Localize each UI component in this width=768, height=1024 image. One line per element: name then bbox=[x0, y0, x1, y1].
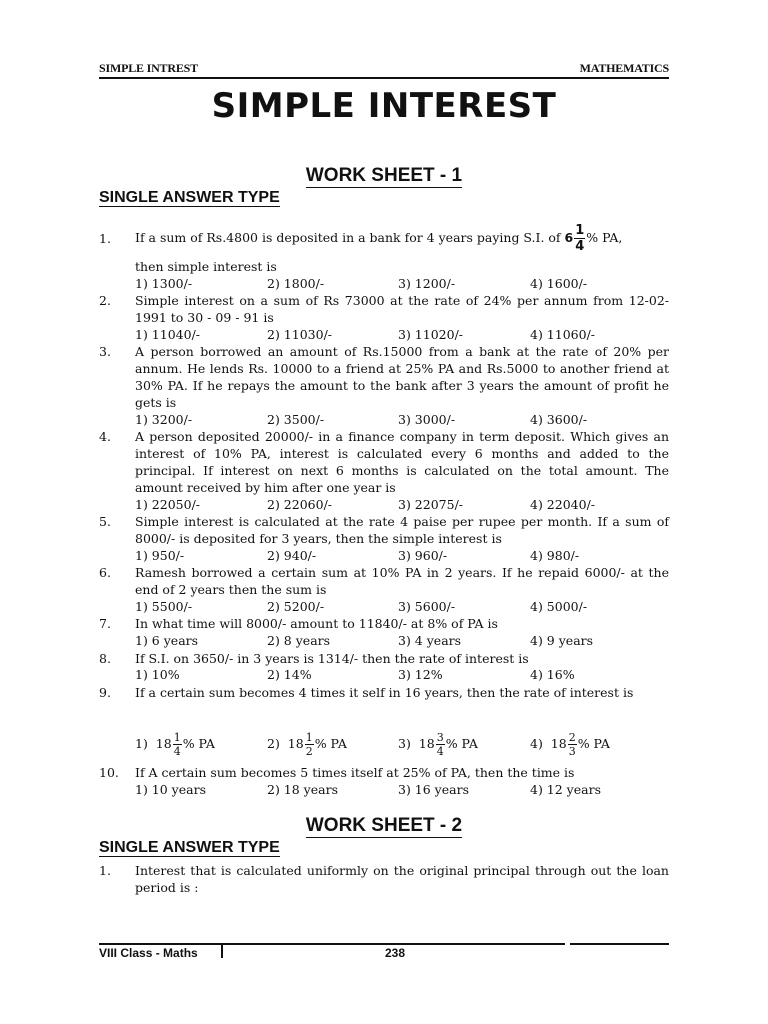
option-4: 4) 18 $\frac{2}{3}$ % PA bbox=[530, 731, 610, 758]
option-2: 2) 22060/- bbox=[267, 497, 333, 512]
question-text-continued: then simple interest is bbox=[135, 259, 277, 274]
question-text: If S.I. on 3650/- in 3 years is 1314/- then the rate of interest is bbox=[135, 651, 529, 666]
option-4: 4) 1600/- bbox=[530, 276, 588, 291]
option-1: 1) 5500/- bbox=[135, 599, 193, 614]
question-number: 1. bbox=[99, 863, 111, 878]
option-2: 2) 14% bbox=[267, 667, 312, 682]
header-rule bbox=[99, 77, 669, 79]
running-header-right: MATHEMATICS bbox=[579, 61, 669, 75]
worksheet-1-section-title: SINGLE ANSWER TYPE bbox=[99, 189, 280, 206]
option-4: 4) 11060/- bbox=[530, 327, 596, 342]
option-1: 1) 950/- bbox=[135, 548, 185, 563]
option-1: 1) 3200/- bbox=[135, 412, 193, 427]
question-number: 6. bbox=[99, 565, 111, 580]
options-row bbox=[135, 275, 669, 292]
options-row bbox=[135, 632, 669, 649]
question-number: 10. bbox=[99, 765, 119, 780]
option-3: 3) 11020/- bbox=[398, 327, 464, 342]
footer-rule-right bbox=[570, 943, 669, 945]
option-3: 3) 18 $\frac{3}{4}$ % PA bbox=[398, 731, 478, 758]
worksheet-1-title: WORK SHEET - 1 bbox=[305, 165, 463, 186]
options-row bbox=[135, 547, 669, 564]
option-3: 3) 22075/- bbox=[398, 497, 464, 512]
question-number: 7. bbox=[99, 616, 111, 631]
question-number: 3. bbox=[99, 344, 111, 359]
footer-rule bbox=[99, 943, 565, 945]
options-row bbox=[135, 496, 669, 513]
question-number: 4. bbox=[99, 429, 111, 444]
question-text: In what time will 8000/- amount to 11840/- at 8% of PA is bbox=[135, 616, 498, 631]
option-2: 2) 18 years bbox=[267, 782, 338, 797]
question-text: A person deposited 20000/- in a finance company in term deposit. Which gives an interest of 10% PA, interest is calculated every 6 months and added to the principal. If interest on next 6 months is calculated on the total amount. The amount received by him after one year is bbox=[135, 429, 669, 495]
option-4: 4) 3600/- bbox=[530, 412, 588, 427]
option-2: 2) 5200/- bbox=[267, 599, 325, 614]
option-3: 3) 1200/- bbox=[398, 276, 456, 291]
question-number: 8. bbox=[99, 651, 111, 666]
options-row bbox=[135, 326, 669, 343]
option-2: 2) 11030/- bbox=[267, 327, 333, 342]
question-text: A person borrowed an amount of Rs.15000 from a bank at the rate of 20% per annum. He lends Rs. 10000 to a friend at 25% PA and Rs.5000 to another friend at 30% PA. If he repays the amount to the bank after 3 years the amount of profit he gets is bbox=[135, 344, 669, 410]
question-text: Simple interest is calculated at the rate 4 paise per rupee per month. If a sum of 8000/- is deposited for 3 years, then the simple interest is bbox=[135, 514, 669, 546]
options-row bbox=[135, 666, 669, 683]
options-row bbox=[135, 726, 669, 762]
option-4: 4) 22040/- bbox=[530, 497, 596, 512]
option-2: 2) 3500/- bbox=[267, 412, 325, 427]
question-number: 9. bbox=[99, 685, 111, 700]
option-4: 4) 980/- bbox=[530, 548, 580, 563]
options-row bbox=[135, 411, 669, 428]
page-number: 238 bbox=[384, 946, 406, 960]
option-1: 1) 22050/- bbox=[135, 497, 201, 512]
question-text: Ramesh borrowed a certain sum at 10% PA in 2 years. If he repaid 6000/- at the end of 2 years then the sum is bbox=[135, 565, 669, 597]
option-4: 4) 16% bbox=[530, 667, 575, 682]
question-number: 1. bbox=[99, 231, 111, 246]
option-1: 1) 18 $\frac{1}{4}$ % PA bbox=[135, 731, 215, 758]
question-text: If a sum of Rs.4800 is deposited in a bank for 4 years paying S.I. of 6 $\frac{1}{4}$ % PA, bbox=[135, 223, 623, 254]
question-text: Interest that is calculated uniformly on the original principal through out the loan period is : bbox=[135, 863, 669, 895]
question-number: 5. bbox=[99, 514, 111, 529]
question-number: 2. bbox=[99, 293, 111, 308]
option-3: 3) 3000/- bbox=[398, 412, 456, 427]
question-text: If A certain sum becomes 5 times itself at 25% of PA, then the time is bbox=[135, 765, 575, 780]
footer-class-label: VIII Class - Maths bbox=[99, 946, 198, 960]
option-1: 1) 11040/- bbox=[135, 327, 201, 342]
running-header-left: SIMPLE INTREST bbox=[99, 61, 198, 75]
option-4: 4) 5000/- bbox=[530, 599, 588, 614]
question-text: Simple interest on a sum of Rs 73000 at the rate of 24% per annum from 12-02-1991 to 30 - 09 - 91 is bbox=[135, 293, 669, 325]
rate-mixed-fraction: 6 $\frac{1}{4}$ bbox=[564, 223, 585, 254]
option-1: 1) 10% bbox=[135, 667, 180, 682]
option-2: 2) 1800/- bbox=[267, 276, 325, 291]
worksheet-2-title: WORK SHEET - 2 bbox=[305, 815, 463, 836]
option-1: 1) 10 years bbox=[135, 782, 206, 797]
options-row bbox=[135, 781, 669, 798]
question-text: If a certain sum becomes 4 times it self in 16 years, then the rate of interest is bbox=[135, 685, 634, 700]
option-1: 1) 6 years bbox=[135, 633, 199, 648]
worksheet-2-section-title: SINGLE ANSWER TYPE bbox=[99, 839, 280, 856]
option-1: 1) 1300/- bbox=[135, 276, 193, 291]
options-row bbox=[135, 598, 669, 615]
option-3: 3) 12% bbox=[398, 667, 443, 682]
option-4: 4) 12 years bbox=[530, 782, 601, 797]
option-2: 2) 18 $\frac{1}{2}$ % PA bbox=[267, 731, 347, 758]
page-title: SIMPLE INTEREST bbox=[211, 86, 557, 126]
option-2: 2) 8 years bbox=[267, 633, 331, 648]
option-3: 3) 4 years bbox=[398, 633, 462, 648]
option-2: 2) 940/- bbox=[267, 548, 317, 563]
option-3: 3) 5600/- bbox=[398, 599, 456, 614]
option-3: 3) 16 years bbox=[398, 782, 469, 797]
option-3: 3) 960/- bbox=[398, 548, 448, 563]
option-4: 4) 9 years bbox=[530, 633, 594, 648]
